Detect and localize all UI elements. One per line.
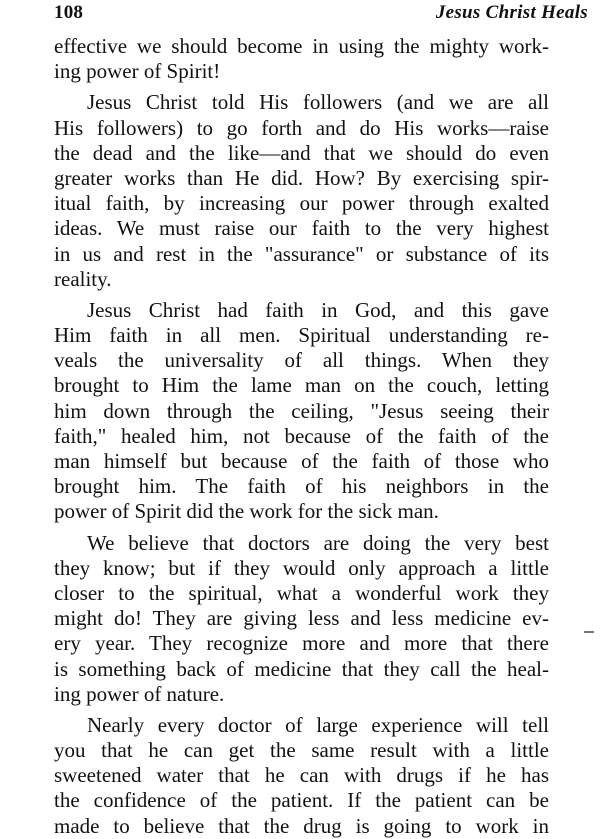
text-line: they know; but if they would only approach a little (54, 555, 549, 580)
text-line: ing power of nature. (54, 681, 225, 706)
text-line: him down through the ceiling, "Jesus seeing their (54, 398, 549, 423)
paragraph (54, 713, 549, 839)
paragraph (54, 90, 549, 292)
text-line: brought him. The faith of his neighbors in the (54, 474, 549, 499)
text-line: His followers) to go forth and do His works—raise (54, 115, 549, 140)
text-line: ery year. They recognize more and more that there (54, 631, 549, 656)
text-line: might do! They are giving less and less medicine ev- (54, 606, 549, 631)
text-line: made to believe that the drug is going to work in (54, 813, 549, 838)
text-line: ideas. We must raise our faith to the very highest (54, 216, 549, 241)
text-line: greater works than He did. How? By exercising spir- (54, 165, 549, 190)
page-number: 108 (54, 2, 84, 23)
text-line: effective we should become in using the mighty work- (54, 34, 549, 58)
text-line: Nearly every doctor of large experience will tell (87, 712, 549, 737)
text-line: veals the universality of all things. When they (54, 348, 549, 373)
margin-mark (584, 631, 594, 633)
text-line: in us and rest in the "assurance" or substance of its (54, 241, 549, 266)
running-head: Jesus Christ Heals (435, 2, 588, 23)
text-line: itual faith, by increasing our power through exalted (54, 191, 549, 216)
text-line: faith," healed him, not because of the faith of the (54, 423, 549, 448)
text-line: you that he can get the same result with a little (54, 738, 549, 763)
page-header (54, 2, 588, 28)
text-line: reality. (54, 266, 112, 291)
text-line: power of Spirit did the work for the sick man. (54, 499, 439, 524)
text-line: Him faith in all men. Spiritual understanding re- (54, 323, 549, 348)
text-line: is something back of medicine that they call the heal- (54, 656, 549, 681)
text-line: ing power of Spirit! (54, 59, 221, 84)
paragraph (54, 34, 549, 84)
text-line: Jesus Christ had faith in God, and this gave (87, 297, 549, 322)
text-line: Jesus Christ told His followers (and we are all (87, 90, 549, 115)
text-line: brought to Him the lame man on the couch, letting (54, 373, 549, 398)
text-line: the confidence of the patient. If the patient can be (54, 788, 549, 813)
text-line: closer to the spiritual, what a wonderful work they (54, 580, 549, 605)
body-text (54, 34, 549, 839)
text-line: man himself but because of the faith of those who (54, 449, 549, 473)
text-line: sweetened water that he can with drugs if he has (54, 763, 549, 788)
paragraph (54, 298, 549, 525)
text-line: the dead and the like—and that we should do even (54, 140, 549, 165)
paragraph (54, 531, 549, 707)
text-line: We believe that doctors are doing the very best (87, 530, 549, 555)
